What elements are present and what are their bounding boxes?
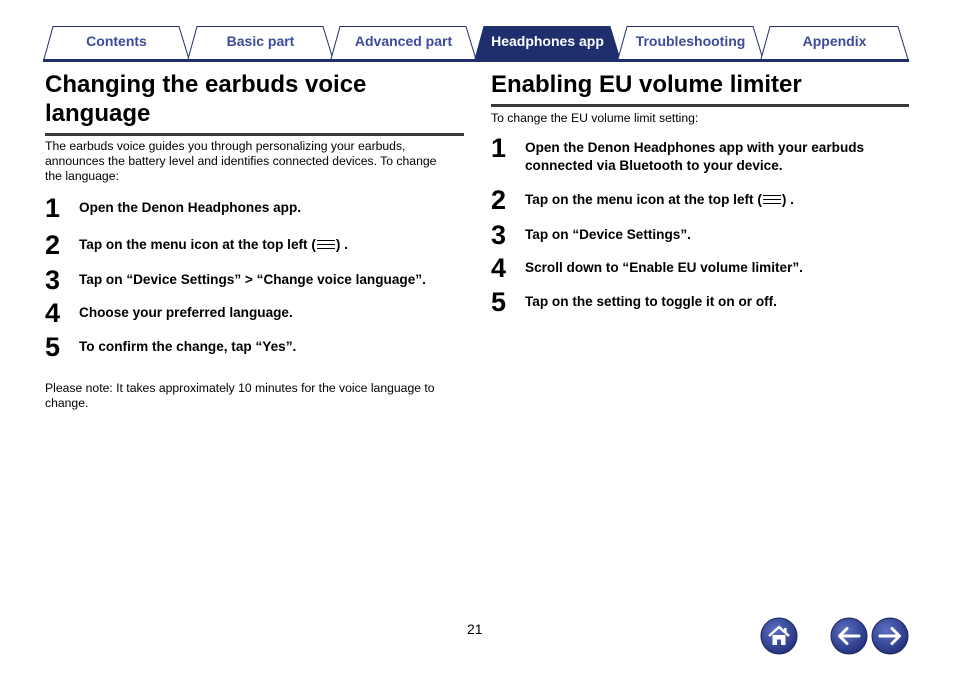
step-number: 4 — [45, 298, 61, 328]
home-icon — [760, 617, 798, 655]
tab-bar-underline — [43, 59, 909, 62]
right-title-rule — [491, 104, 909, 107]
step-text: Open the Denon Headphones app. — [79, 200, 302, 215]
step-text: Tap on “Device Settings”. — [525, 227, 691, 242]
step-text-before: Tap on the menu icon at the top left ( — [525, 192, 762, 207]
step-number: 2 — [491, 185, 507, 215]
tab-label: Appendix — [802, 33, 867, 49]
previous-page-button[interactable] — [830, 617, 868, 655]
page-number: 21 — [467, 621, 483, 637]
left-title-line-1: Changing the earbuds voice — [45, 71, 367, 98]
step-number: 3 — [45, 265, 61, 295]
step-text-line-1: Open the Denon Headphones app with your earbuds — [525, 140, 865, 155]
tab-label: Basic part — [226, 33, 295, 49]
right-section-title: Enabling EU volume limiter — [491, 71, 802, 98]
step-text — [525, 139, 864, 175]
left-intro-line-2: announces the battery level and identifies connected devices. To change — [45, 154, 437, 169]
tab-label: Advanced part — [354, 33, 453, 49]
tab-appendix[interactable] — [760, 26, 909, 61]
left-note — [45, 381, 465, 411]
step-text-after: ) . — [335, 237, 348, 252]
next-page-button[interactable] — [871, 617, 909, 655]
right-intro: To change the EU volume limit setting: — [491, 111, 699, 125]
step-text: Scroll down to “Enable EU volume limiter”. — [525, 260, 803, 275]
step-number: 1 — [45, 193, 61, 223]
step-text-after: ) . — [781, 192, 794, 207]
tab-label: Contents — [86, 33, 147, 49]
step-number: 3 — [491, 220, 507, 250]
tab-bar — [43, 26, 909, 62]
step-text — [525, 191, 794, 209]
tab-basic-part[interactable] — [187, 26, 334, 61]
step-number: 5 — [491, 287, 507, 317]
left-note-line-1: Please note: It takes approximately 10 minutes for the voice language to — [45, 381, 435, 395]
tab-label: Headphones app — [491, 33, 604, 49]
step-number: 4 — [491, 253, 507, 283]
step-text: Tap on the setting to toggle it on or off. — [525, 294, 777, 309]
step-number: 5 — [45, 332, 61, 362]
left-intro-line-3: the language: — [45, 169, 119, 184]
step-text-before: Tap on the menu icon at the top left ( — [79, 237, 316, 252]
step-text: To confirm the change, tap “Yes”. — [79, 339, 297, 354]
menu-icon — [317, 239, 335, 250]
left-note-line-2: change. — [45, 396, 89, 411]
step-text — [79, 236, 348, 254]
home-button[interactable] — [760, 617, 798, 655]
menu-icon — [763, 194, 781, 205]
tab-troubleshooting[interactable] — [617, 26, 764, 61]
left-section-title — [45, 70, 465, 128]
left-intro — [45, 139, 465, 185]
step-text: Tap on “Device Settings” > “Change voice language”. — [79, 272, 426, 287]
tab-label: Troubleshooting — [635, 33, 746, 49]
left-title-line-2: language — [45, 100, 151, 127]
left-intro-line-1: The earbuds voice guides you through personalizing your earbuds, — [45, 139, 406, 153]
arrow-left-icon — [830, 617, 868, 655]
tab-advanced-part[interactable] — [330, 26, 477, 61]
step-text-line-2: connected via Bluetooth to your device. — [525, 158, 783, 173]
tab-contents[interactable] — [43, 26, 190, 61]
step-number: 2 — [45, 230, 61, 260]
left-title-rule — [45, 133, 464, 136]
step-text: Choose your preferred language. — [79, 305, 293, 320]
step-number: 1 — [491, 133, 507, 163]
arrow-right-icon — [871, 617, 909, 655]
tab-headphones-app[interactable] — [474, 26, 621, 61]
